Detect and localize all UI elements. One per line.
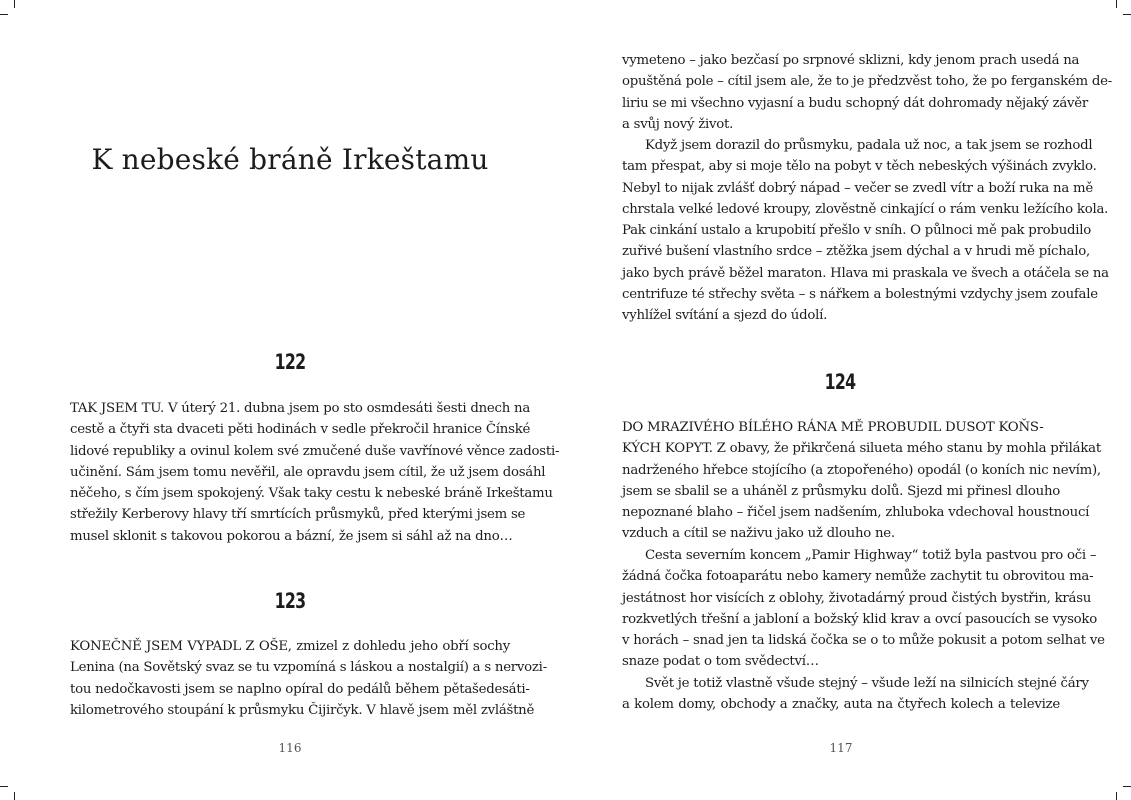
text-line: TAK JSEM TU. V úterý 21. dubna jsem po sto osmdesáti šesti dnech na bbox=[70, 401, 531, 416]
text-line: centrifuze té střechy světa – s nářkem a bolestnými vzdychy jsem zoufale bbox=[622, 287, 1098, 303]
text-line: tam přespat, aby si moje tělo na pobyt v těch nebeských výšinách zvyklo. bbox=[622, 159, 1097, 175]
text-line: KÝCH KOPYT. Z obavy, že přikrčená silueta mého stanu by mohla přilákat bbox=[622, 441, 1101, 457]
text-line: učinění. Sám jsem tomu nevěřil, ale opravdu jsem cítil, že už jsem dosáhl bbox=[70, 464, 546, 480]
crop-mark-top-left-vertical bbox=[14, 0, 15, 8]
text-line: v horách – snad jen ta lidská čočka se o to může pokusit a potom selhat ve bbox=[622, 633, 1105, 649]
text-line: KONEČNĚ JSEM VYPADL Z OŠE, zmizel z dohledu jeho obří sochy bbox=[70, 639, 510, 654]
text-line: Pak cinkání ustalo a krupobití přešlo v sníh. O půlnoci mě pak probudilo bbox=[622, 223, 1092, 239]
page-number: 116 bbox=[278, 741, 302, 755]
section-number: 122 bbox=[274, 350, 306, 374]
page-number: 117 bbox=[829, 741, 853, 755]
text-line: jsem se sbalil se a uháněl z průsmyku dolů. Sjezd mi přinesl dlouho bbox=[622, 483, 1061, 499]
text-line: Lenina (na Sovětský svaz se tu vzpomíná s láskou a nostalgií) a s nervozi- bbox=[70, 660, 547, 676]
crop-mark-top-right bbox=[1123, 14, 1131, 15]
text-line bbox=[622, 673, 1089, 694]
text-line: tou nedočkavosti jsem se naplno opíral do pedálů během pětašedesáti- bbox=[70, 681, 530, 697]
crop-mark-top-left bbox=[0, 14, 8, 15]
text-line: kilometrového stoupání k průsmyku Čijirčyk. V hlavě jsem měl zvláštně bbox=[70, 702, 535, 718]
text-line: chrstala velké ledové kroupy, zlověstně cinkající o rám venku ležícího kola. bbox=[622, 201, 1109, 217]
text-line: rozkvetlých třešní a jabloní a božský klid krav a ovcí pasoucích se vysoko bbox=[622, 611, 1097, 627]
text-line: DO MRAZIVÉHO BÍLÉHO RÁNA MĚ PROBUDIL DUSOT KOŇS- bbox=[622, 420, 1044, 435]
text-line-content: Svět je totiž vlastně všude stejný – všude leží na silnicích stejné čáry bbox=[645, 676, 1089, 691]
text-line: nepoznané blaho – řičel jsem nadšením, zhluboka vdechoval houstnoucí bbox=[622, 505, 1090, 521]
body-paragraph bbox=[622, 673, 1089, 716]
text-line-content: Cesta severním koncem „Pamir Highway“ totiž byla pastvou pro oči – bbox=[645, 548, 1097, 563]
text-line: liriu se mi všechno vyjasní a budu schopný dát dohromady nějaký závěr bbox=[622, 95, 1088, 111]
text-line: nadrženého hřebce stojícího (a ztopořeného) opodál (o koních nic nevím), bbox=[622, 462, 1101, 478]
body-paragraph bbox=[622, 135, 1109, 327]
text-line: žádná čočka fotoaparátu nebo kamery nemůže zachytit tu obrovitou ma- bbox=[622, 569, 1094, 585]
text-line: musel sklonit s takovou pokorou a bázní, že jsem si sáhl až na dno… bbox=[70, 528, 513, 544]
text-line: opuštěná pole – cítil jsem ale, že to je předzvěst toho, že po ferganském de- bbox=[622, 74, 1113, 90]
text-line: jestátnost hor visících z oblohy, životadárný proud čistých bystřin, krásu bbox=[622, 590, 1092, 606]
section-number: 123 bbox=[274, 589, 306, 613]
continued-paragraph bbox=[622, 50, 1113, 135]
section-paragraph bbox=[622, 417, 1101, 545]
right-page bbox=[566, 0, 1131, 800]
text-line bbox=[622, 545, 1097, 566]
text-line: snaze podat o tom svědectví… bbox=[622, 654, 819, 670]
crop-mark-bottom-left bbox=[0, 786, 8, 787]
chapter-title: K nebeské bráně Irkeštamu bbox=[91, 143, 489, 176]
left-page bbox=[0, 0, 565, 800]
text-line: vymeteno – jako bezčasí po srpnové sklizni, kdy jenom prach usedá na bbox=[622, 53, 1080, 68]
text-line: cestě a čtyři sta dvaceti pěti hodinách v sedle překročil hranice Čínské bbox=[70, 422, 531, 438]
section-paragraph bbox=[70, 398, 560, 547]
crop-mark-bottom-left-vertical bbox=[14, 792, 15, 800]
text-line: jako bych právě běžel maraton. Hlava mi praskala ve švech a otáčela se na bbox=[622, 265, 1109, 281]
text-line: a svůj nový život. bbox=[622, 116, 734, 132]
text-line: střežily Kerberovy hlavy tří smrtících průsmyků, před kterými jsem se bbox=[70, 507, 526, 523]
crop-mark-bottom-right bbox=[1123, 786, 1131, 787]
text-line-content: Když jsem dorazil do průsmyku, padala už noc, a tak jsem se rozhodl bbox=[645, 138, 1093, 153]
section-paragraph bbox=[70, 636, 547, 721]
text-line: něčeho, s čím jsem spokojený. Však taky cestu k nebeské bráně Irkeštamu bbox=[70, 486, 553, 502]
text-line bbox=[622, 135, 1093, 156]
text-line: Nebyl to nijak zvlášť dobrý nápad – večer se zvedl vítr a boží ruka na mě bbox=[622, 180, 1093, 196]
body-paragraph bbox=[622, 545, 1105, 673]
crop-mark-top-right-vertical bbox=[1116, 0, 1117, 8]
section-number: 124 bbox=[824, 370, 856, 394]
text-line: lidové republiky a ovinul kolem své zmučené duše vavřínové věnce zadosti- bbox=[70, 443, 560, 459]
crop-mark-bottom-right-vertical bbox=[1116, 792, 1117, 800]
text-line: a kolem domy, obchody a značky, auta na čtyřech kolech a televize bbox=[622, 697, 1060, 713]
text-line: zuřivé bušení vlastního srdce – ztěžka jsem dýchal a v hrudi mě píchalo, bbox=[622, 244, 1090, 260]
text-line: vyhlížel svítání a sjezd do údolí. bbox=[622, 308, 828, 324]
text-line: vzduch a cítil se naživu jako už dlouho ne. bbox=[622, 526, 895, 542]
